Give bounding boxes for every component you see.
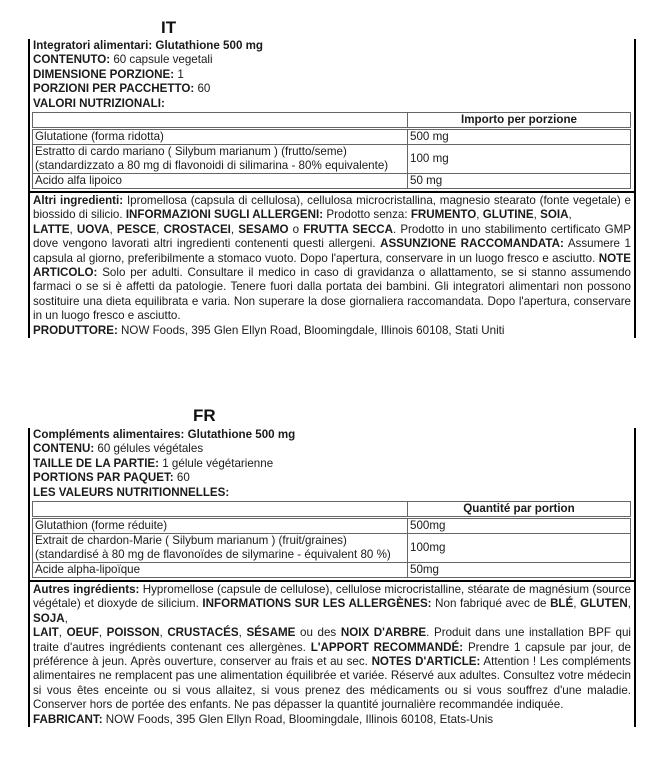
column-header: Importo per porzione: [408, 113, 631, 129]
lang-heading-it: IT: [161, 18, 177, 37]
label-panel-fr: [28, 428, 636, 727]
content-line: CONTENU: 60 gélules végétales: [33, 442, 204, 456]
column-header: Quantité par portion: [408, 502, 631, 518]
label-body-text: [30, 580, 634, 727]
table-row: Acido alfa lipoico 50 mg: [33, 174, 631, 189]
table-row: Glutatione (forma ridotta) 500 mg: [33, 129, 631, 145]
supplement-line: Compléments alimentaires: Glutathione 500 mg: [33, 428, 296, 441]
table-row: Extrait de chardon-Marie ( Silybum marianum ) (fruit/graines) (standardisé à 80 mg de flavonoïdes de silymarine - équivalent 80 %) 100mg: [33, 534, 631, 563]
table-row: Acide alpha-lipoïque 50mg: [33, 563, 631, 578]
table-row: Glutathion (forme réduite) 500mg: [33, 518, 631, 534]
servings-line: PORZIONI PER PACCHETTO: 60: [33, 82, 211, 96]
serving-line: DIMENSIONE PORZIONE: 1: [33, 67, 184, 81]
producer-line: FABRICANT: NOW Foods, 395 Glen Ellyn Road, Bloomingdale, Illinois 60108, Etats-Unis: [33, 712, 494, 726]
servings-line: PORTIONS PAR PAQUET: 60: [33, 471, 190, 485]
table-row: Estratto di cardo mariano ( Silybum marianum ) (frutto/seme) (standardizzato a 80 mg di flavonoidi di silimarina - 80% equivalente) 100 mg: [33, 145, 631, 174]
label-body-text: [30, 191, 634, 338]
content-line: CONTENUTO: 60 capsule vegetali: [33, 53, 213, 67]
serving-line: TAILLE DE LA PARTIE: 1 gélule végétarienne: [33, 456, 274, 470]
nutrition-title: VALORI NUTRIZIONALI:: [33, 96, 165, 110]
ingredients-paragraph: Altri ingredienti: Ipromellosa (capsula di cellulosa), cellulosa microcristallina, magnesio stearato (fonte vegetale) e biossido di silicio. INFORMAZIONI SUGLI ALLERGENI: Prodotto senza: FRUMENTO, GLUTINE, SOIA, LATTE, UOVA, PESCE, CROSTACEI, SESAMO o FRUTTA SECCA. Prodotto in uno stabilimento certificato GMP dove vengono lavorati altri ingredienti contenenti questi allergeni. ASSUNZIONE RACCOMANDATA: Assumere 1 capsula al giorno, preferibilmente a stomaco vuoto. Dopo l'apertura, conservare in un luogo fresco e asciutto. NOTE ARTICOLO: Solo per adulti. Consultare il medico in caso di gravidanza o allattamento, se si stanno assumendo farmaci o se si è affetti da patologie. Tenere fuori dalla portata dei bambini. Gli integratori alimentari non possono sostituire una dieta equilibrata e varia. Non superare la dose giornaliera raccomandata. Dopo l'apertura, conservare in un luogo fresco e asciutto.: [33, 194, 632, 323]
lang-heading-fr: FR: [193, 406, 216, 425]
nutrition-table: [32, 112, 631, 189]
table-header-row: [33, 502, 631, 518]
nutrition-title: LES VALEURS NUTRITIONNELLES:: [33, 485, 230, 499]
label-panel-it: [28, 39, 636, 338]
nutrition-table: [32, 501, 631, 578]
table-header-row: [33, 113, 631, 129]
ingredients-paragraph: Autres ingrédients: Hypromellose (capsule de cellulose), cellulose microcristalline, stéarate de magnésium (source végétale) et dioxyde de silicium. INFORMATIONS SUR LES ALLERGÈNES: Non fabriqué avec de BLÉ, GLUTEN, SOJA, LAIT, OEUF, POISSON, CRUSTACÉS, SÉSAME ou des NOIX D'ARBRE. Produit dans une installation BPF qui traite d'autres ingrédients contenant ces allergènes. L'APPORT RECOMMANDÉ: Prendre 1 capsule par jour, de préférence à jeun. Après ouverture, conserver au frais et au sec. NOTES D'ARTICLE: Attention ! Les compléments alimentaires ne remplacent pas une alimentation équilibrée et variée. Réservé aux adultes. Consultez votre médecin si vous êtes enceinte ou si vous allaitez, si vous prenez des médicaments ou si vous souffrez d'une maladie. Conserver hors de portée des enfants. Ne pas dépasser la quantité journalière recommandée indiquée.: [33, 583, 632, 712]
producer-line: PRODUTTORE: NOW Foods, 395 Glen Ellyn Road, Bloomingdale, Illinois 60108, Stati Uniti: [33, 323, 505, 337]
supplement-line: Integratori alimentari: Glutathione 500 mg: [33, 39, 264, 52]
